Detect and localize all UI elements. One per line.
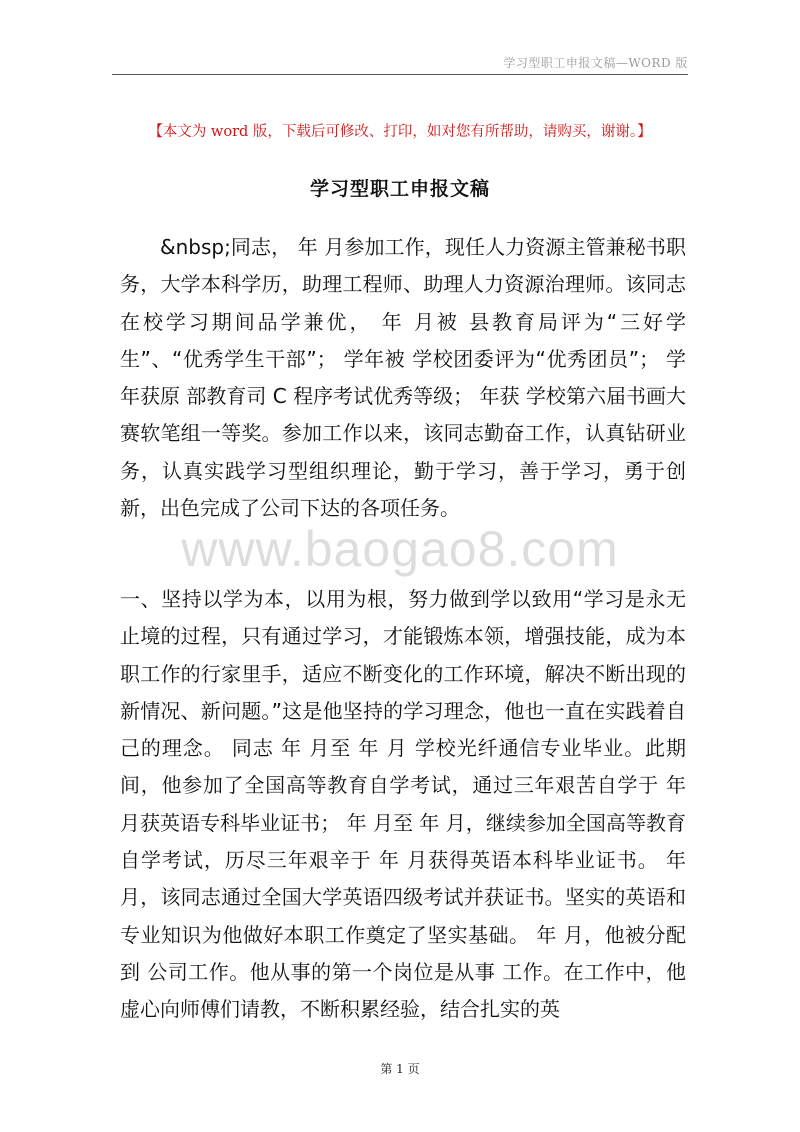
document-title: 学习型职工申报文稿 [309,178,490,200]
running-header: 学习型职工申报文稿—WORD 版 [503,56,688,70]
watermark: www.baogao8.com [181,521,619,577]
purchase-notice: 【本文为 word 版，下载后可修改、打印，如对您有所帮助，请购买，谢谢。】 [148,124,652,140]
body-paragraph-2: 一、坚持以学为本，以用为根，努力做到学以致用“学习是永无止境的过程，只有通过学习，才能锻炼本领，增强技能，成为本职工作的行家里手，适应不断变化的工作环境，解决不断出现的新情况、新问题。”这是他坚持的学习理念，他也一直在实践着自己的理念。 同志 年 月至 年 月 学校光纤通信专业毕业。此期间，他参加了全国高等教育自学考试，通过三年艰苦自学于 年 月获英语专科毕业证书； 年 月至 年 月，继续参加全国高等教育自学考试，历尽三年艰辛于 年 月获得英语本科毕业证书。 年 月，该同志通过全国大学英语四级考试并获证书。坚实的英语和专业知识为他做好本职工作奠定了坚实基础。 年 月，他被分配到 公司工作。他从事的第一个岗位是从事 工作。在工作中，他虚心向师傅们请教，不断积累经验，结合扎实的英 [120,587,686,1022]
page-number: 第 1 页 [380,1062,420,1076]
body-paragraph-1: &nbsp;同志， 年 月参加工作，现任人力资源主管兼秘书职务，大学本科学历，助理工程师、助理人力资源治理师。该同志在校学习期间品学兼优， 年 月被 县教育局评为“三好学生”、“优秀学生干部”； 学年被 学校团委评为“优秀团员”； 学年获原 部教育司 C 程序考试优秀等级； 年获 学校第六届书画大赛软笔组一等奖。参加工作以来，该同志勤奋工作，认真钻研业务，认真实践学习型组织理论，勤于学习，善于学习，勇于创新，出色完成了公司下达的各项任务。 [120,235,686,521]
header-divider [112,74,688,75]
